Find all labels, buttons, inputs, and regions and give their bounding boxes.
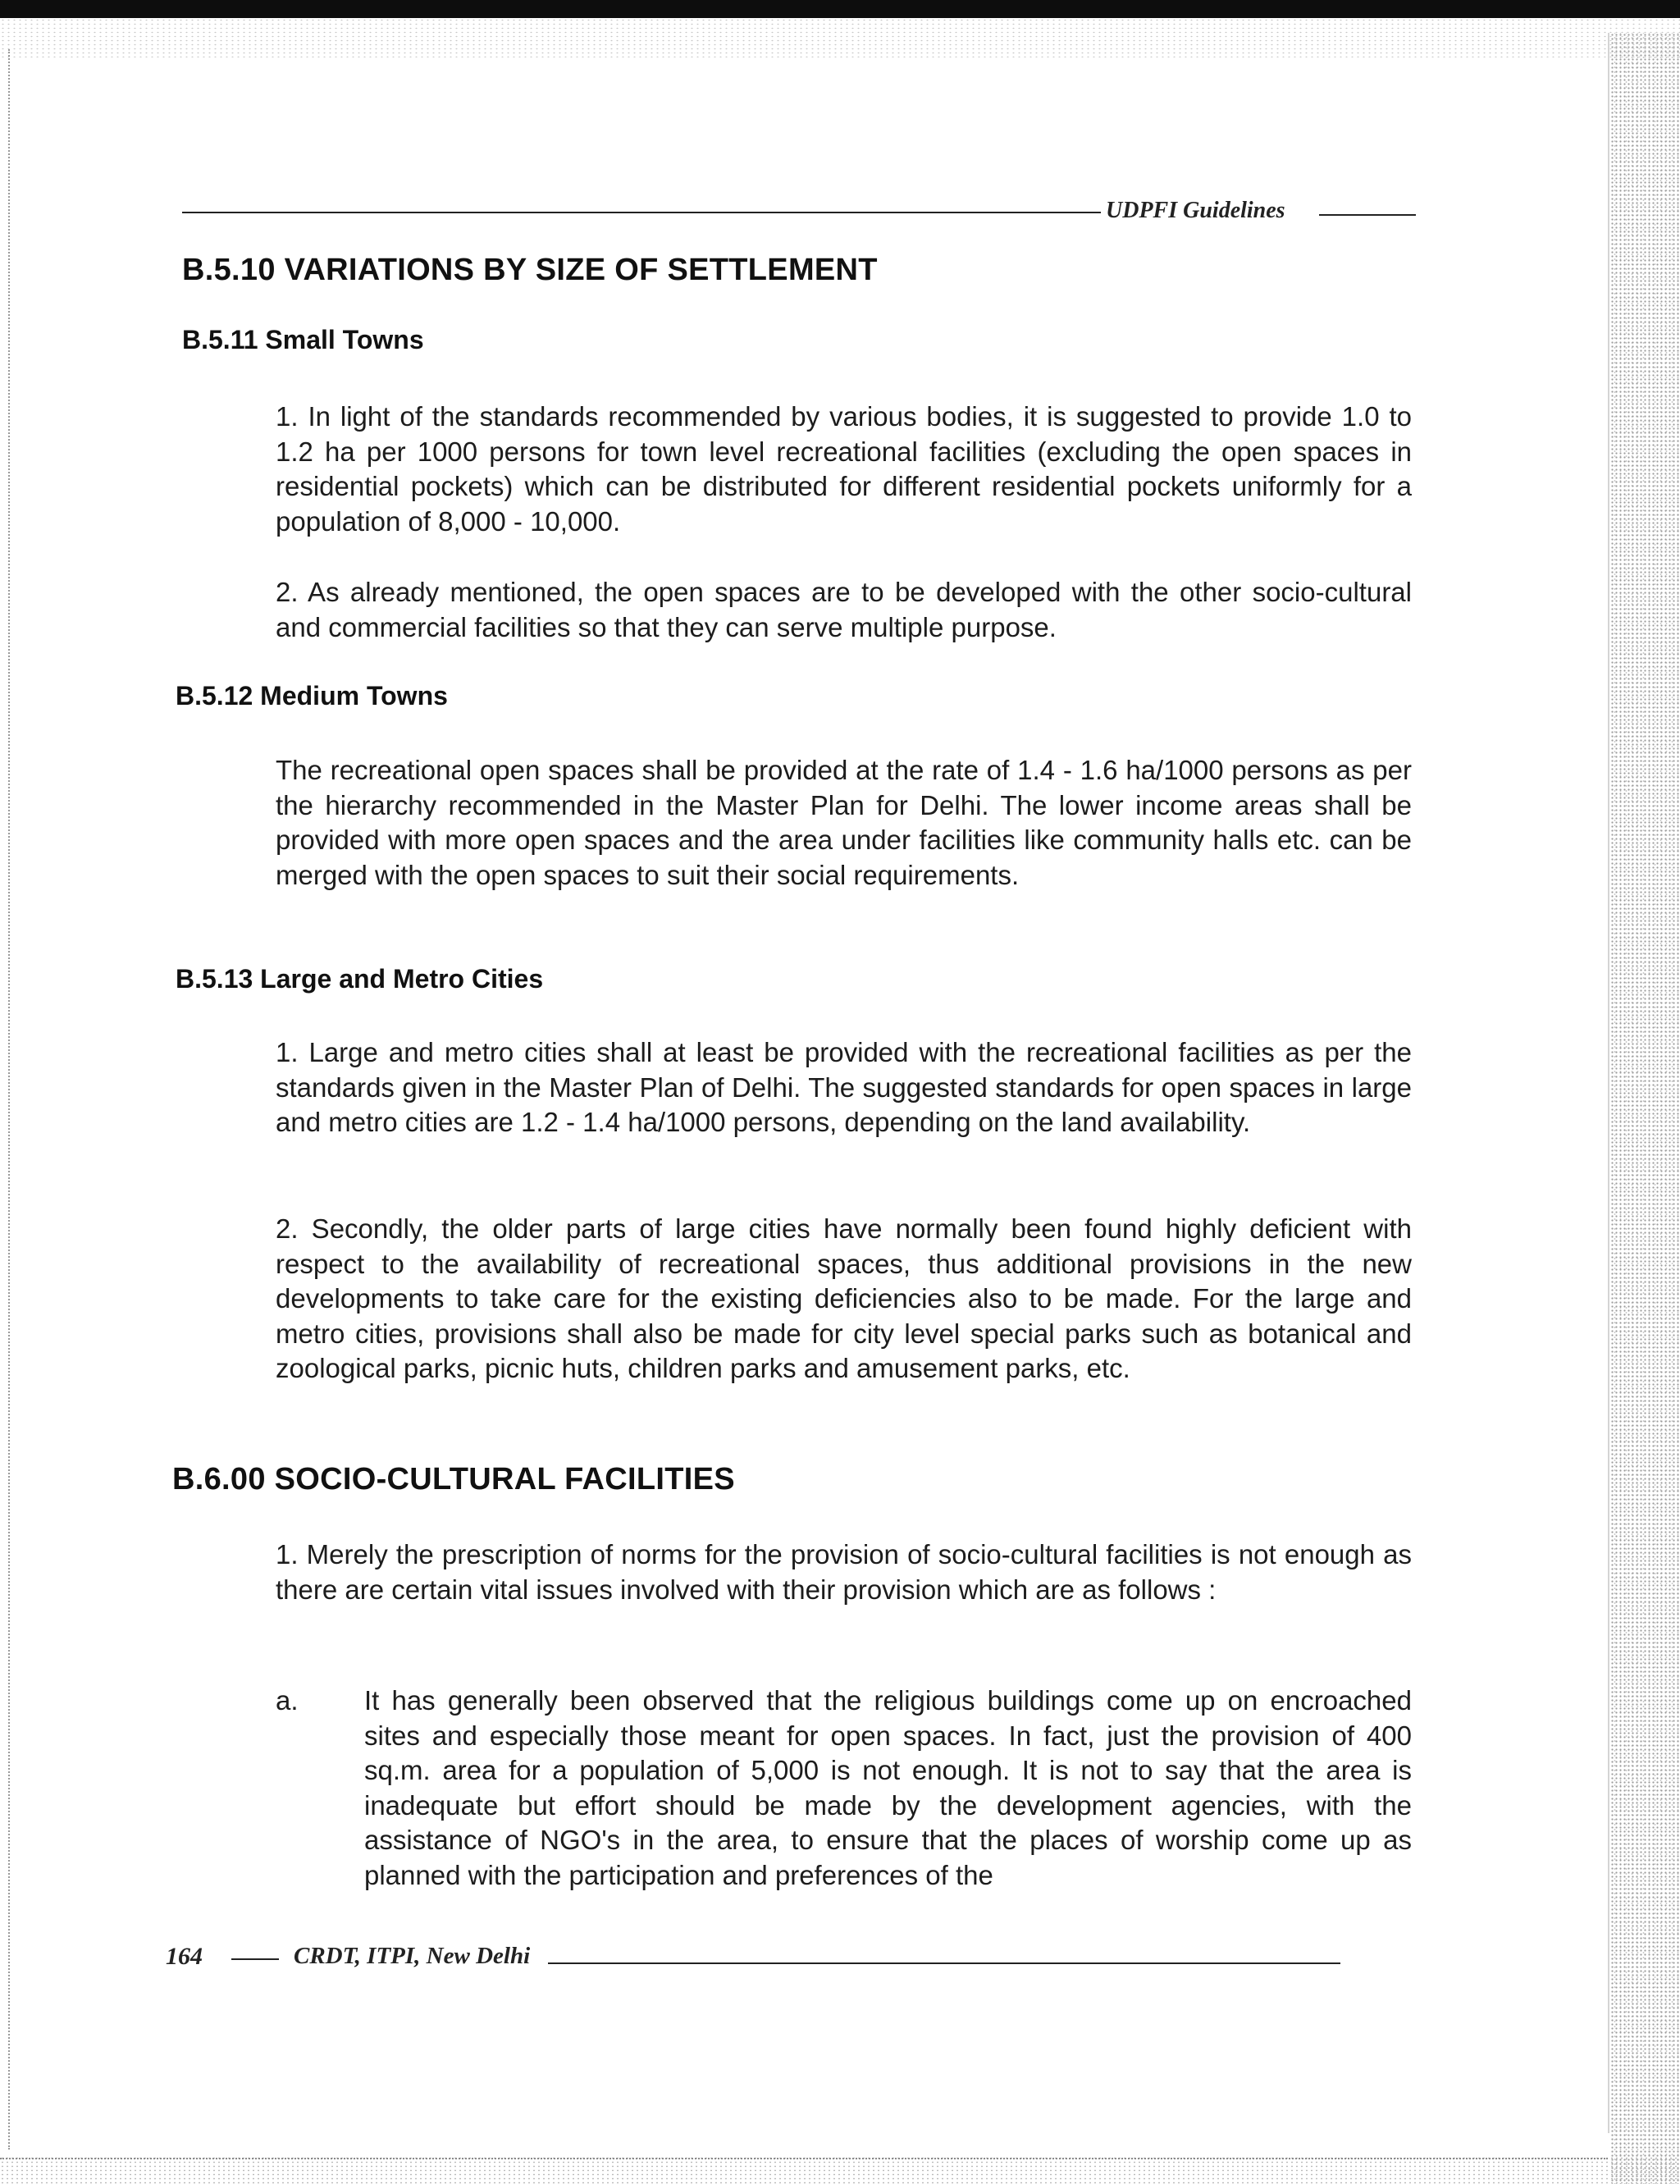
header-rule-right [1319,214,1416,216]
section-heading-b5-13: B.5.13 Large and Metro Cities [176,964,544,994]
scan-noise-right [1610,33,1680,2184]
paragraph-small-towns-2: 2. As already mentioned, the open spaces are to be developed with the other socio-cultural and commercial facilities so that they can serve multiple purpose. [276,577,1412,642]
paragraph-socio-cultural-1: 1. Merely the prescription of norms for the provision of socio-cultural facilities is not enough as there are certain vital issues involved with their provision which are as follows : [276,1539,1412,1605]
paragraph-large-cities-1: 1. Large and metro cities shall at least be provided with the recreational facilities as per the standards given in the Master Plan of Delhi. The suggested standards for open spaces in large and metro cities are 1.2 - 1.4 ha/1000 persons, depending on the land availability. [276,1037,1412,1137]
paragraph-small-towns-1: 1. In light of the standards recommended by various bodies, it is suggested to provide 1.0 to 1.2 ha per 1000 persons for town level recreational facilities (excluding the open spaces in residential pockets) which can be distributed for different residential pockets uniformly for a population of 8,000 - 10,000. [276,401,1412,537]
list-item-marker: a. [276,1685,299,1716]
scan-left-edge [8,49,11,2150]
footer-source: CRDT, ITPI, New Delhi [294,1943,531,1969]
scan-top-border [0,0,1680,18]
header-rule [182,212,1101,213]
section-heading-b6-00: B.6.00 SOCIO-CULTURAL FACILITIES [172,1462,735,1496]
section-heading-b5-12: B.5.12 Medium Towns [176,681,448,710]
running-header: UDPFI Guidelines [1106,198,1285,223]
scan-right-edge [1608,33,1609,2133]
scan-noise-bottom [0,2156,1680,2184]
footer-rule [548,1962,1340,1964]
page-number: 164 [166,1943,203,1970]
list-item-text: It has generally been observed that the religious buildings come up on encroached sites and especially those meant for open spaces. In fact, just the provision of 400 sq.m. area for a population of 5,000 is not enough. It is not to say that the area is inadequate but effort should be made by the development agencies, with the assistance of NGO's in the area, to ensure that the places of worship come up as planned with the participation and preferences of the [364,1685,1412,1890]
scan-noise-top [0,18,1680,57]
footer-dash [231,1958,279,1960]
section-heading-b5-11: B.5.11 Small Towns [182,325,424,354]
paragraph-medium-towns: The recreational open spaces shall be provided at the rate of 1.4 - 1.6 ha/1000 persons as per the hierarchy recommended in the Master Plan for Delhi. The lower income areas shall be provided with more open spaces and the area under facilities like community halls etc. can be merged with the open spaces to suit their social requirements. [276,755,1412,890]
paragraph-large-cities-2: 2. Secondly, the older parts of large cities have normally been found highly deficient with respect to the availability of recreational spaces, thus additional provisions in the new developments to take care for the existing deficiencies also to be made. For the large and metro cities, provisions shall also be made for city level special parks such as botanical and zoological parks, picnic huts, children parks and amusement parks, etc. [276,1213,1412,1383]
section-heading-b5-10: B.5.10 VARIATIONS BY SIZE OF SETTLEMENT [182,253,878,287]
